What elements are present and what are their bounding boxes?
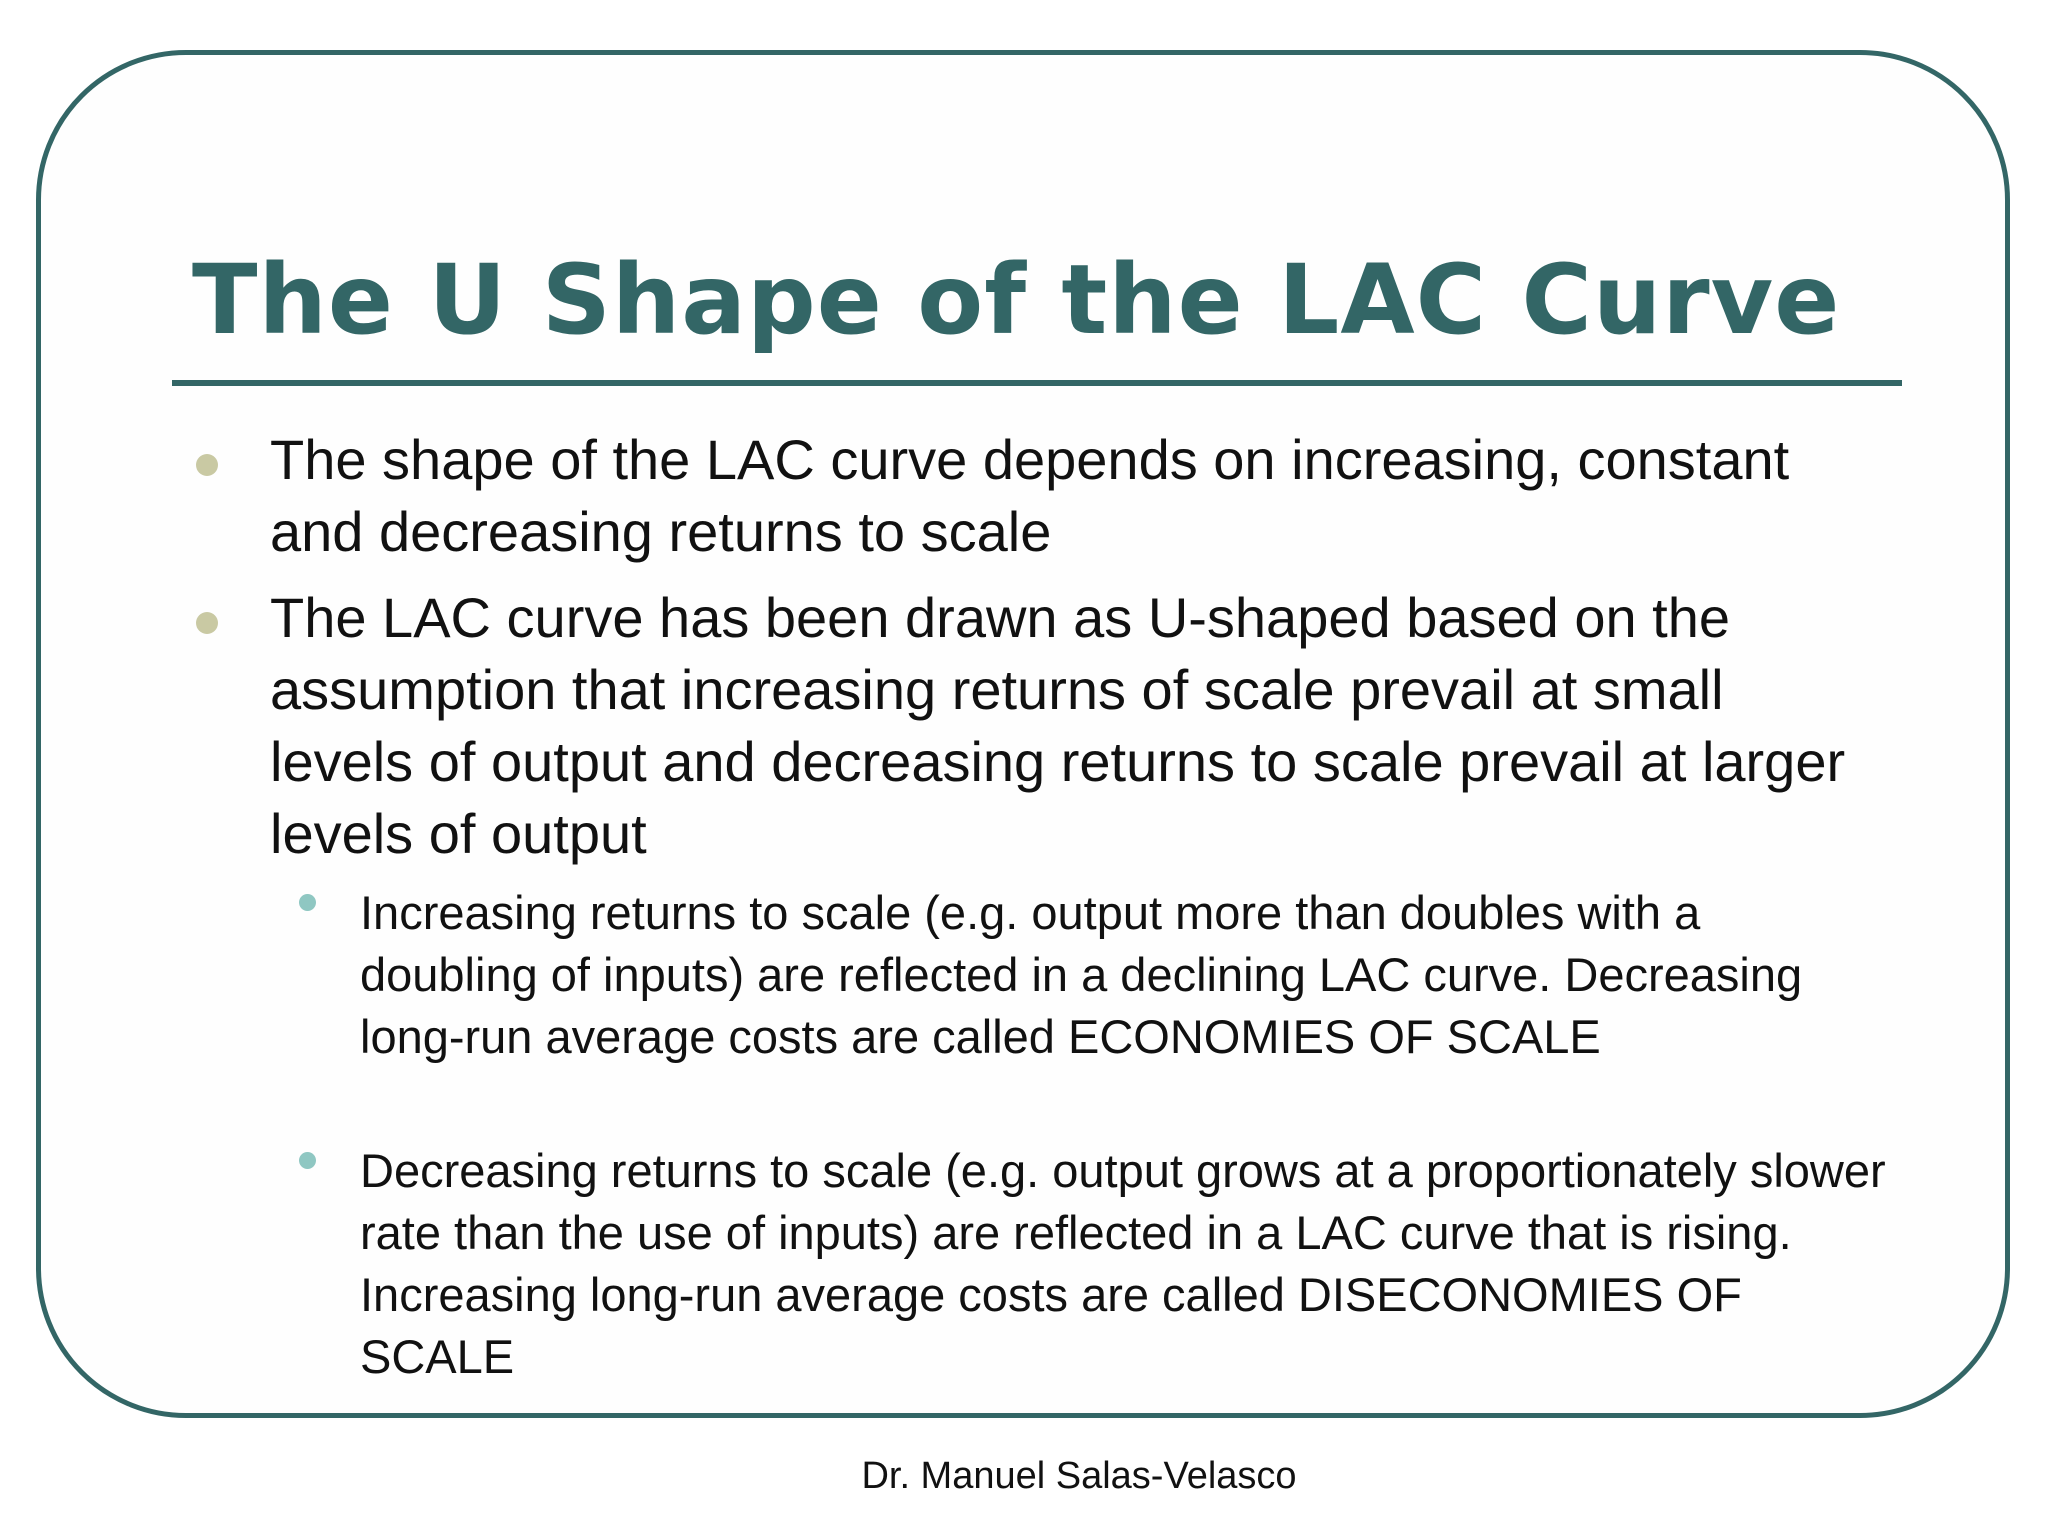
slide-title: The U Shape of the LAC Curve (192, 244, 1841, 356)
sub-bullet-dot-icon (299, 1152, 316, 1169)
title-underline (172, 380, 1902, 386)
sub-bullet-item-2: Decreasing returns to scale (e.g. output grows at a proportionately slower rate than the use of inputs) are reflected in a LAC curve that is rising. Increasing long-run average costs are called DISECONOMIES OF SCALE (360, 1144, 1886, 1383)
footer-author: Dr. Manuel Salas-Velasco (861, 1455, 1297, 1497)
bullet-dot-icon (196, 612, 218, 634)
bullet-item-2: The LAC curve has been drawn as U-shaped based on the assumption that increasing returns of scale prevail at small levels of output and decreasing returns to scale prevail at larger levels of output (270, 586, 1846, 865)
bullet-item-1: The shape of the LAC curve depends on increasing, constant and decreasing returns to scale (270, 428, 1790, 563)
sub-bullet-item-1: Increasing returns to scale (e.g. output more than doubles with a doubling of inputs) are reflected in a declining LAC curve. Decreasing long-run average costs are called ECONOMIES OF SCALE (360, 886, 1803, 1063)
sub-bullet-dot-icon (299, 894, 316, 911)
bullet-dot-icon (196, 454, 218, 476)
